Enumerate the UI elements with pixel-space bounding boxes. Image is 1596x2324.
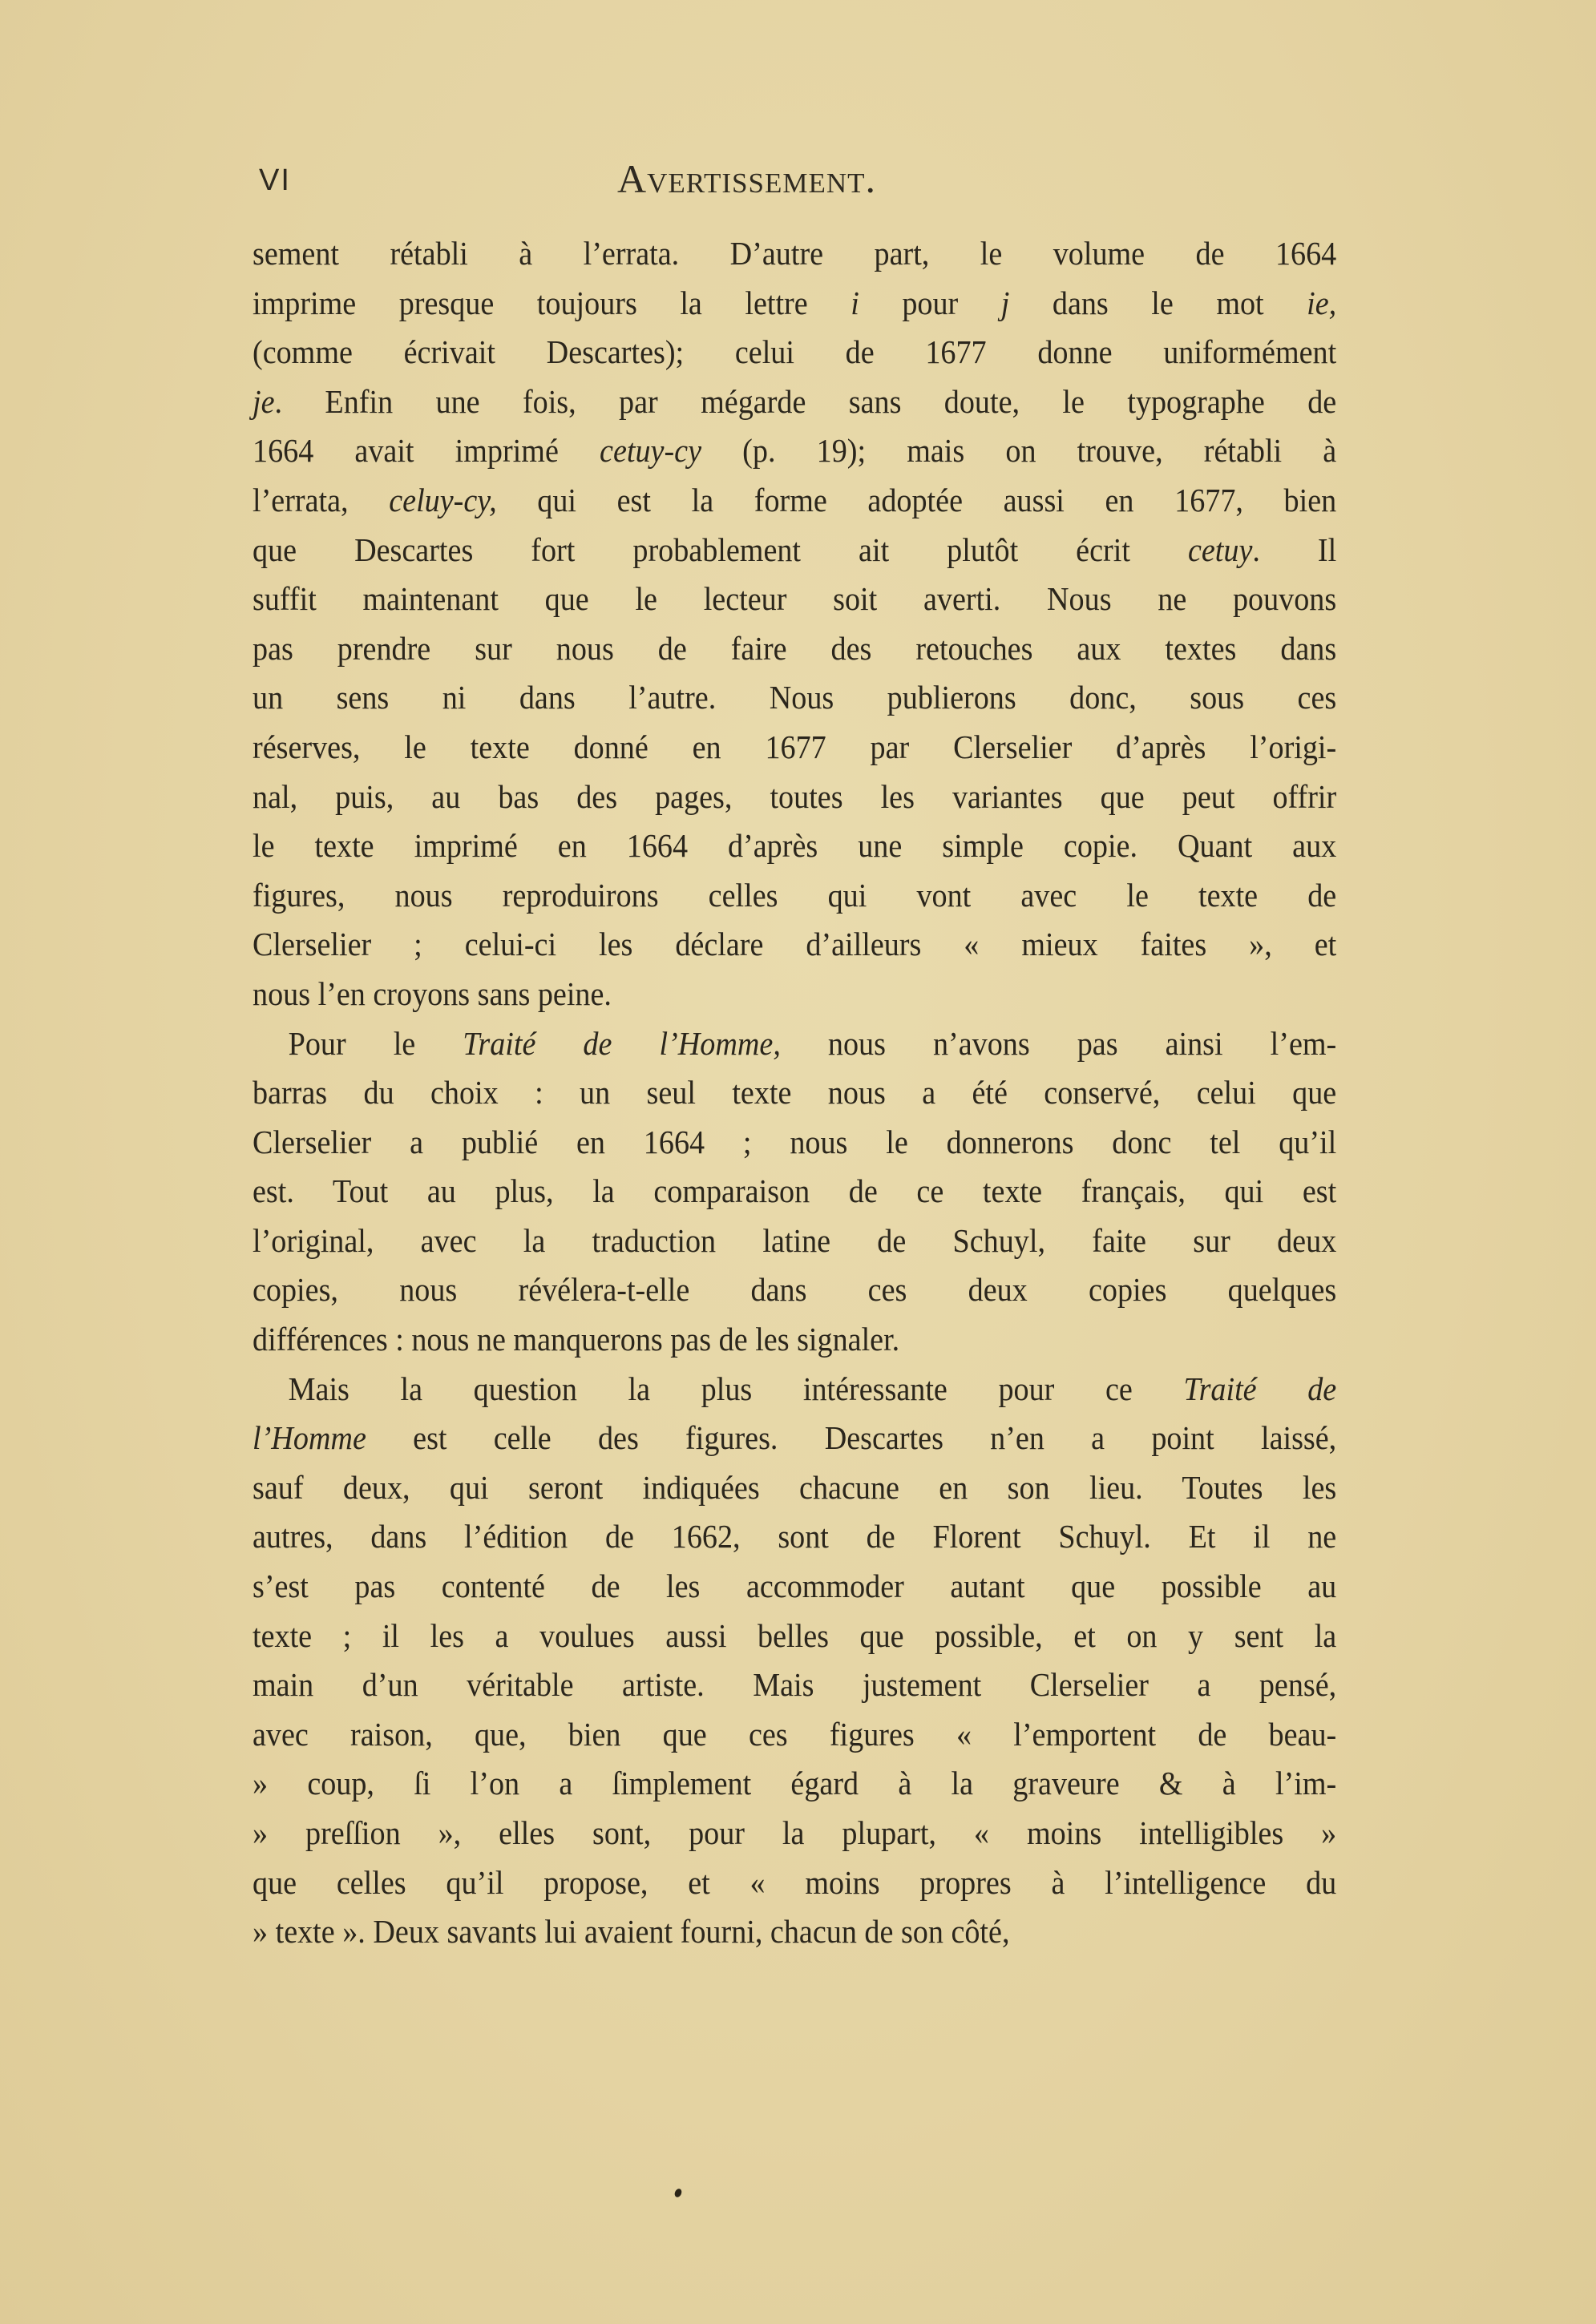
- italic-run: ie,: [1307, 284, 1337, 321]
- text-run: » coup, ſi l’on a ſimplement égard à la graveure & à l’im-: [253, 1765, 1337, 1802]
- text-line: [253, 575, 1336, 624]
- text-line: [253, 1216, 1336, 1266]
- text-line: [253, 328, 1336, 377]
- text-line: [253, 1167, 1336, 1216]
- italic-run: cetuy: [1187, 531, 1253, 568]
- text-run: que celles qu’il propose, et « moins propres à l’intelligence du: [253, 1863, 1337, 1901]
- running-head-title: Avertissement.: [617, 156, 877, 201]
- text-line: [253, 1365, 1336, 1414]
- text-run: 1664 avait imprimé: [253, 432, 600, 470]
- italic-run: cetuy-cy: [600, 432, 702, 470]
- text-run: différences : nous ne manquerons pas de les signaler.: [253, 1321, 900, 1358]
- text-line: [253, 1463, 1336, 1513]
- text-line: [253, 377, 1336, 427]
- text-run: pour: [859, 284, 1001, 321]
- text-run: qui est la forme adoptée aussi en 1677, bien: [496, 481, 1337, 518]
- text-line: [253, 970, 1336, 1019]
- text-run: s’est pas contenté de les accommoder autant que possible au: [253, 1567, 1337, 1605]
- text-line: [253, 723, 1336, 773]
- italic-run: je: [253, 382, 275, 420]
- text-run: autres, dans l’édition de 1662, sont de Florent Schuyl. Et il ne: [253, 1518, 1337, 1555]
- text-run: nous n’avons pas ainsi l’em-: [780, 1024, 1337, 1062]
- text-line: [253, 1710, 1336, 1760]
- text-run: un sens ni dans l’autre. Nous publierons donc, sous ces: [253, 679, 1337, 716]
- book-page: [253, 152, 1336, 1957]
- text-line: [253, 821, 1336, 871]
- text-run: (p. 19); mais on trouve, rétabli à: [701, 432, 1337, 470]
- text-run: figures, nous reproduirons celles qui vont avec le texte de: [253, 876, 1337, 914]
- text-run: . Enfin une fois, par mégarde sans doute, le typographe de: [274, 382, 1337, 420]
- text-line: [253, 1858, 1336, 1908]
- text-line: [253, 229, 1336, 279]
- text-line: [253, 1907, 1336, 1957]
- text-line: [253, 773, 1336, 822]
- text-line: [253, 1118, 1336, 1168]
- text-line: [253, 279, 1336, 329]
- body-text: [253, 229, 1336, 1957]
- text-run: (comme écrivait Descartes); celui de 1677 donne uniformément: [253, 333, 1337, 371]
- text-run: sement rétabli à l’errata. D’autre part, le volume de 1664: [253, 235, 1337, 272]
- text-run: réserves, le texte donné en 1677 par Clerselier d’après l’origi-: [253, 728, 1337, 765]
- text-run: nous l’en croyons sans peine.: [253, 974, 612, 1012]
- text-run: pas prendre sur nous de faire des retouches aux textes dans: [253, 629, 1337, 667]
- text-run: suffit maintenant que le lecteur soit averti. Nous ne pouvons: [253, 580, 1337, 618]
- text-run: barras du choix : un seul texte nous a été conservé, celui que: [253, 1074, 1337, 1112]
- text-run: est. Tout au plus, la comparaison de ce texte français, qui est: [253, 1172, 1337, 1210]
- text-run: est celle des figures. Descartes n’en a point laissé,: [366, 1419, 1337, 1457]
- text-run: l’original, avec la traduction latine de Schuyl, faite sur deux: [253, 1221, 1337, 1259]
- page-number: VI: [259, 163, 291, 197]
- text-run: Pour le: [288, 1024, 463, 1062]
- italic-run: j: [1000, 284, 1010, 321]
- text-run: avec raison, que, bien que ces figures « l’emportent de beau-: [253, 1715, 1337, 1753]
- text-run: Clerselier ; celui-ci les déclare d’ailleurs « mieux faites », et: [253, 926, 1337, 963]
- italic-run: celuy-cy,: [389, 481, 497, 518]
- text-run: » preſſion », elles sont, pour la plupart, « moins intelligibles »: [253, 1814, 1337, 1851]
- text-line: [253, 1612, 1336, 1661]
- text-line: [253, 1660, 1336, 1710]
- text-line: [253, 920, 1336, 970]
- text-run: dans le mot: [1009, 284, 1307, 321]
- text-line: [253, 1265, 1336, 1315]
- text-run: texte ; il les a voulues aussi belles que possible, et on y sent la: [253, 1616, 1337, 1654]
- text-line: [253, 1562, 1336, 1612]
- italic-run: i: [851, 284, 859, 321]
- text-run: l’errata,: [253, 481, 390, 518]
- text-run: Clerselier a publié en 1664 ; nous le donnerons donc tel qu’il: [253, 1123, 1337, 1160]
- text-line: [253, 526, 1336, 575]
- text-line: [253, 476, 1336, 526]
- text-run: main d’un véritable artiste. Mais justement Clerselier a pensé,: [253, 1666, 1337, 1704]
- italic-run: Traité de l’Homme,: [463, 1024, 781, 1062]
- running-head: [253, 152, 1336, 208]
- text-line: [253, 426, 1336, 476]
- ink-speck: [673, 2188, 683, 2198]
- text-line: [253, 1759, 1336, 1809]
- text-line: [253, 1019, 1336, 1069]
- text-run: que Descartes fort probablement ait plutôt écrit: [253, 531, 1188, 568]
- italic-run: l’Homme: [253, 1419, 366, 1457]
- text-run: » texte ». Deux savants lui avaient fourni, chacun de son côté,: [253, 1913, 1010, 1951]
- text-line: [253, 1809, 1336, 1858]
- text-run: sauf deux, qui seront indiquées chacune en son lieu. Toutes les: [253, 1468, 1337, 1506]
- text-line: [253, 1512, 1336, 1562]
- text-line: [253, 1315, 1336, 1365]
- text-run: imprime presque toujours la lettre: [253, 284, 851, 321]
- text-line: [253, 1414, 1336, 1463]
- text-line: [253, 624, 1336, 674]
- text-run: Mais la question la plus intéressante pour ce: [288, 1370, 1184, 1407]
- text-run: nal, puis, au bas des pages, toutes les variantes que peut offrir: [253, 777, 1337, 815]
- text-line: [253, 673, 1336, 723]
- text-run: le texte imprimé en 1664 d’après une simple copie. Quant aux: [253, 827, 1337, 865]
- text-run: . Il: [1252, 531, 1337, 568]
- text-line: [253, 1068, 1336, 1118]
- italic-run: Traité de: [1183, 1370, 1337, 1407]
- text-run: copies, nous révélera-t-elle dans ces deux copies quelques: [253, 1271, 1337, 1309]
- text-line: [253, 871, 1336, 921]
